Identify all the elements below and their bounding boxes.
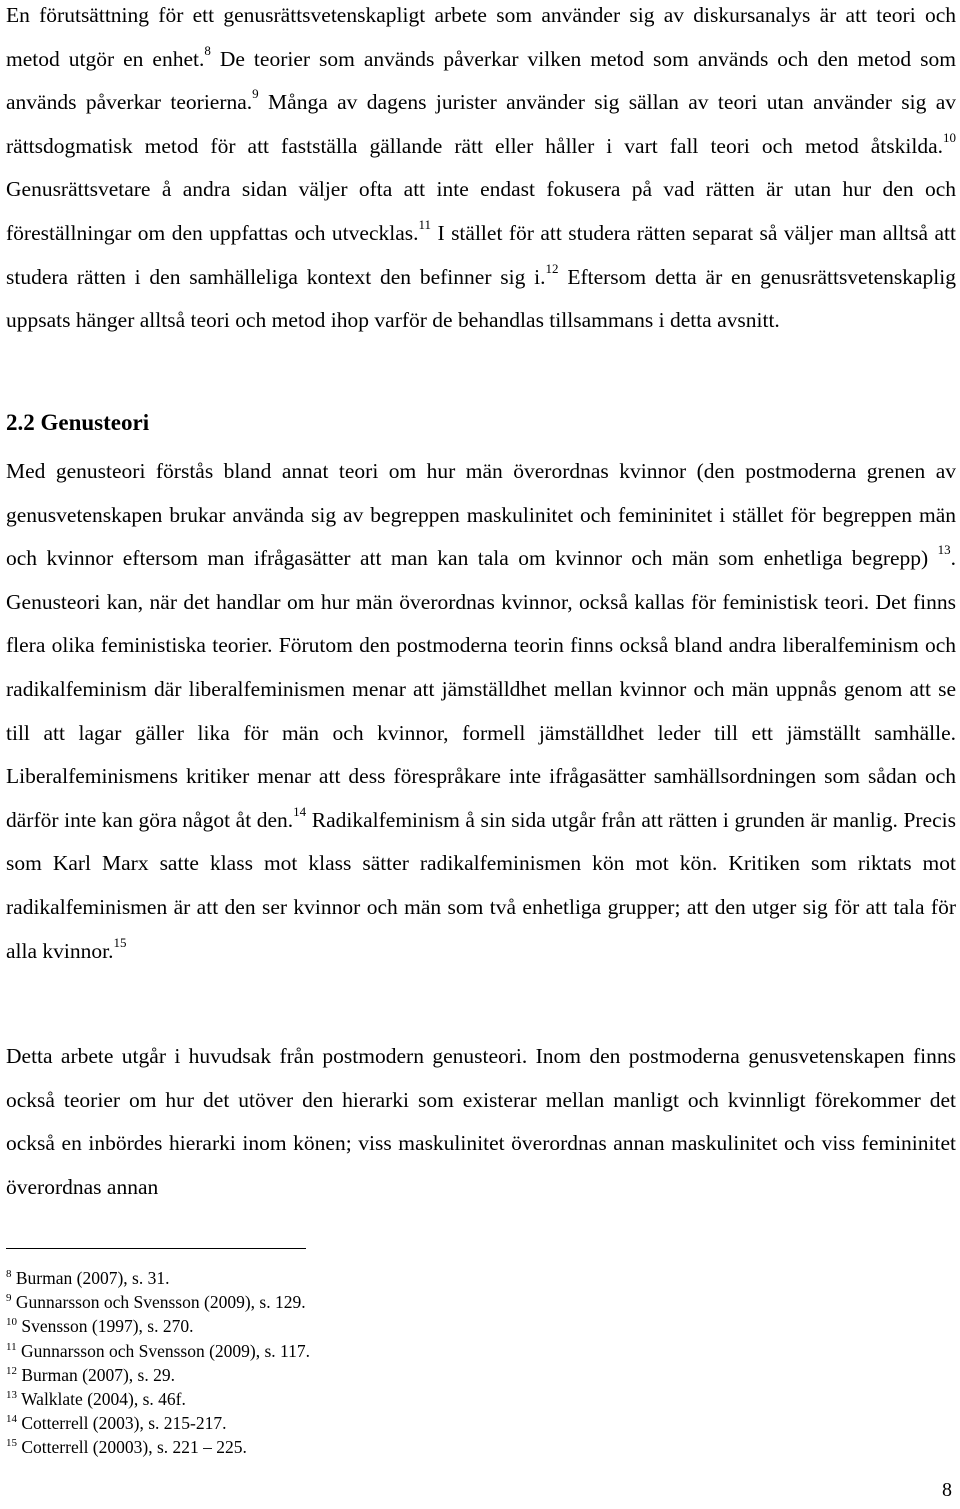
footnote-number: 14 [6,1413,17,1426]
paragraph-genusteori [6,450,956,973]
footnote-ref-9[interactable]: 9 [252,86,259,102]
footnote-ref-8[interactable]: 8 [204,42,211,58]
footnote-text: Burman (2007), s. 29. [21,1364,175,1385]
footnote-separator [6,1248,306,1249]
page-number: 8 [942,1479,952,1501]
footnote-text: Gunnarsson och Svensson (2009), s. 129. [15,1292,306,1313]
footnote-ref-10[interactable]: 10 [943,129,956,145]
section-heading: 2.2 Genusteori [6,410,150,435]
footnote-ref-11[interactable]: 11 [418,216,432,232]
footnote-number: 9 [6,1292,12,1305]
footnote-item [6,1435,310,1459]
footnote-number: 11 [6,1340,17,1353]
paragraph-intro-s5: I stället för att studera rätten separat så väljer man alltså att studera rätten i den samhälleliga kontext den befinner sig i. [6,220,956,289]
footnote-number: 12 [6,1364,17,1377]
footnote-text: Gunnarsson och Svensson (2009), s. 117. [20,1340,311,1361]
paragraph-intro-s4: Genusrättsvetare å andra sidan väljer ofta att inte endast fokusera på vad rätten är utan hur den och föreställningar om den uppfattas och utvecklas. [6,177,956,245]
footnote-ref-15[interactable]: 15 [113,934,127,950]
footnote-number: 13 [6,1389,17,1402]
paragraph-genusteori-s3: Radikalfeminism å sin sida utgår från att rätten i grunden är manlig. Precis som Karl Marx satte klass mot klass sätter radikalfeminismen kön mot kön. Kritiken som riktats mot radikalfeminismen är att den ser kvinnor och män som två enhetliga grupper; att den utger sig för att tala för alla kvinnor. [6,807,956,963]
footnote-ref-13[interactable]: 13 [937,542,951,558]
footnote-ref-12[interactable]: 12 [545,260,559,276]
paragraph-intro-s2: De teorier som används påverkar vilken metod som används och den metod som används påverkar teorierna. [6,46,956,115]
paragraph-genusteori-s2: . Genusteori kan, när det handlar om hur män överordnas kvinnor, också kallas för feministisk teori. Det finns flera olika feministiska teorier. Förutom den postmoderna teorin finns också bland andra liberalfeminism och radikalfeminism där liberalfeminismen menar att jämställdhet mellan kvinnor och män uppnås genom att se till att lagar gäller lika för män och kvinnor, formell jämställdhet leder till ett jämställt samhälle. Liberalfeminismens kritiker menar att dess förespråkare inte ifrågasätter samhällsordningen som sådan och därför inte kan göra något åt den. [6,546,956,832]
footnote-number: 15 [6,1437,17,1450]
paragraph-postmodern: Detta arbete utgår i huvudsak från postmodern genusteori. Inom den postmoderna genusvetenskapen finns också teorier om hur det utöver den hierarki som existerar mellan manligt och kvinnligt förekommer det också en inbördes hierarki inom könen; viss maskulinitet överordnas annan maskulinitet och viss femininitet överordnas annan [6,1044,956,1199]
footnotes-list [6,1266,310,1460]
footnote-number: 8 [6,1268,12,1280]
footnote-text: Cotterrell (20003), s. 221 – 225. [21,1437,247,1458]
footnote-ref-14[interactable]: 14 [293,803,307,819]
footnote-text: Cotterrell (2003), s. 215-217. [21,1413,227,1434]
footnote-text: Svensson (1997), s. 270. [21,1316,194,1337]
footnote-item [6,1411,310,1435]
paragraph-intro-s1: En förutsättning för ett genusrättsvetenskapligt arbete som använder sig av diskursanalys är att teori och metod utgör en enhet. [6,3,956,71]
footnote-number: 10 [6,1316,17,1329]
paragraph-intro-s3: Många av dagens jurister använder sig sällan av teori utan använder sig av rättsdogmatisk metod för att fastställa gällande rätt eller håller i vart fall teori och metod åtskilda. [6,90,956,158]
paragraph-intro-s6: Eftersom detta är en genusrättsvetenskaplig uppsats hänger alltså teori och metod ihop varför de behandlas tillsammans i detta avsnitt. [6,264,956,333]
footnote-text: Walklate (2004), s. 46f. [21,1389,186,1410]
footnote-item [6,1339,310,1363]
paragraph-intro [6,0,956,343]
footnote-item [6,1363,310,1387]
footnote-item [6,1314,310,1338]
footnote-item [6,1266,310,1290]
paragraph-genusteori-s1: Med genusteori förstås bland annat teori om hur män överordnas kvinnor (den postmoderna grenen av genusvetenskapen brukar använda sig av begreppen maskulinitet och femininitet i stället för begreppen män och kvinnor eftersom man ifrågasätter att man kan tala om kvinnor och män som enhetliga begrepp) [6,459,956,571]
footnote-text: Burman (2007), s. 31. [15,1268,170,1288]
footnote-item [6,1290,310,1314]
footnote-item [6,1387,310,1411]
